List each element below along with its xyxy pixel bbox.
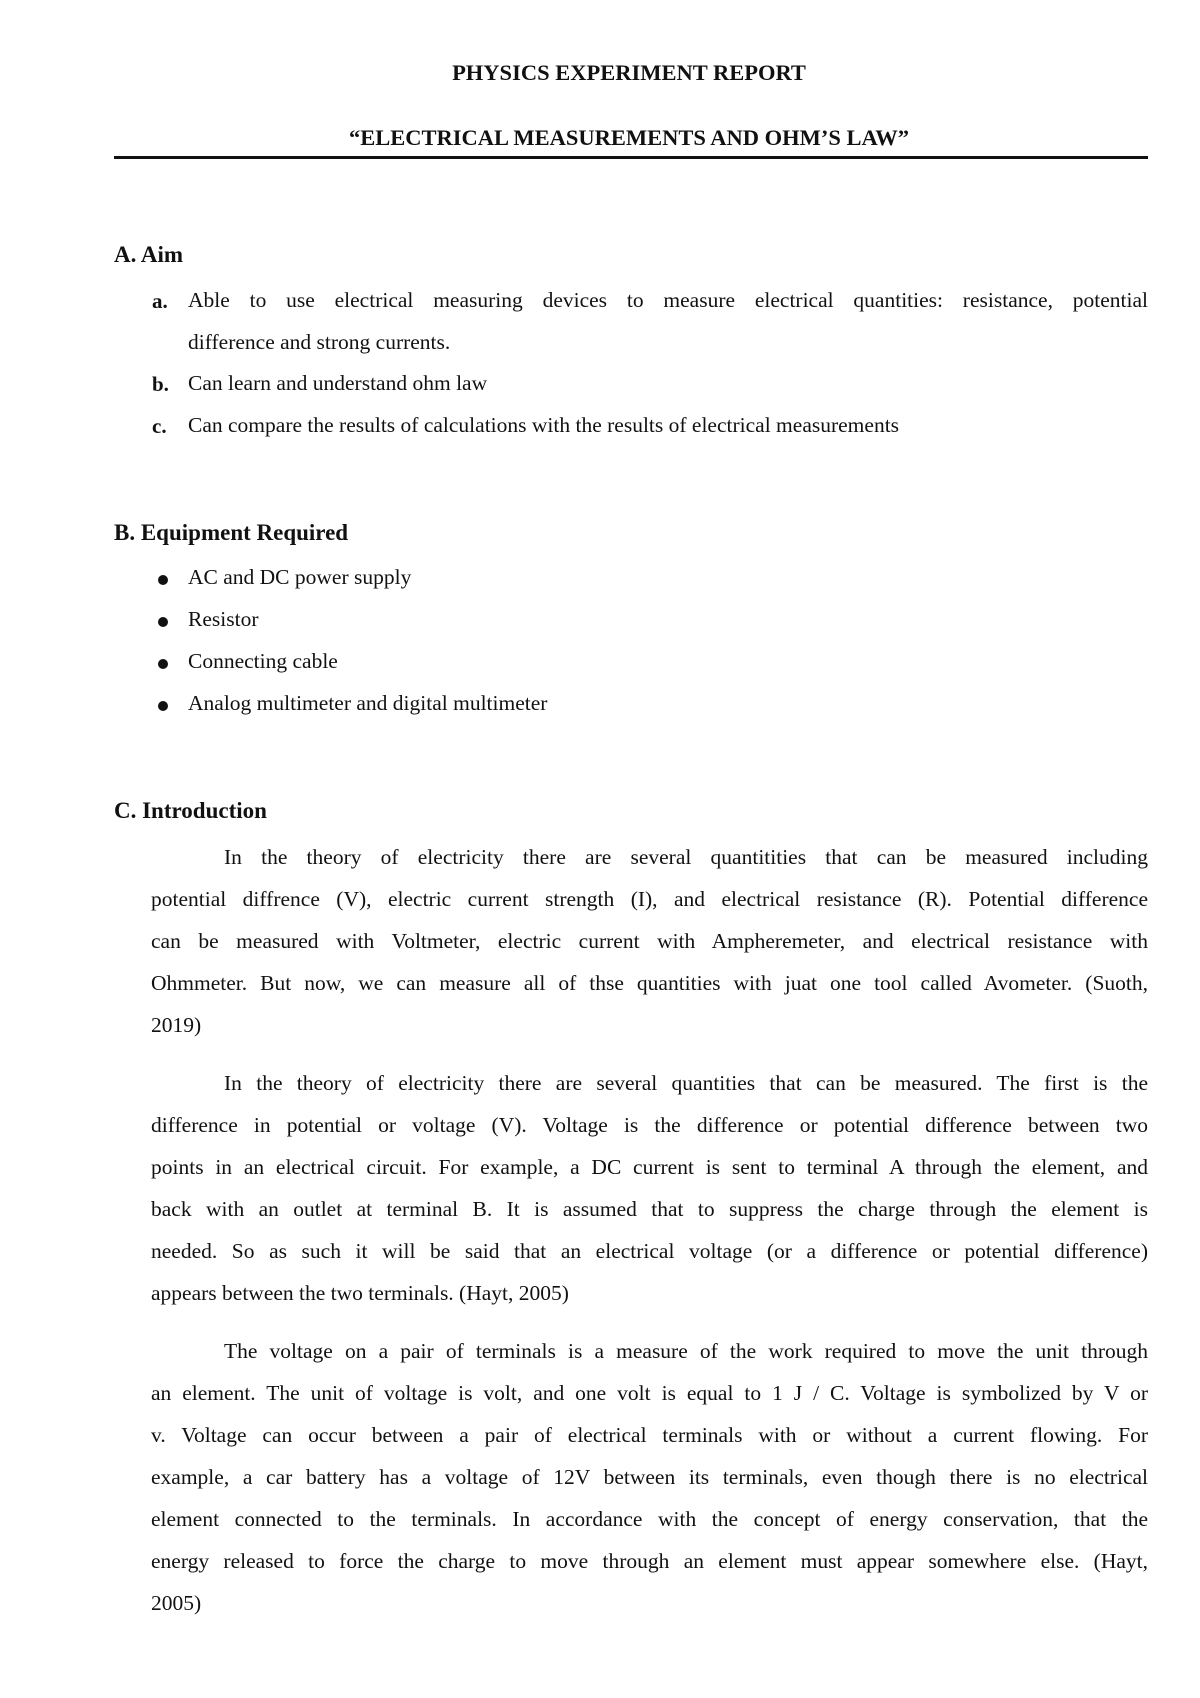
equipment-item: Analog multimeter and digital multimeter <box>188 691 548 715</box>
aim-marker-a: a. <box>152 289 168 313</box>
equipment-item: Resistor <box>188 607 259 631</box>
bullet-icon <box>158 659 168 669</box>
aim-heading: A. Aim <box>114 242 183 267</box>
aim-marker-b: b. <box>152 372 169 396</box>
aim-item-b: Can learn and understand ohm law <box>188 371 488 395</box>
intro-p3-line: The voltage on a pair of terminals is a measure of the work required to move the unit through <box>224 1339 1148 1363</box>
report-title: PHYSICS EXPERIMENT REPORT <box>452 60 806 85</box>
aim-item-a-line-1: Able to use electrical measuring devices to measure electrical quantities: resistance, potential <box>188 288 1148 312</box>
equipment-item: Connecting cable <box>188 649 338 673</box>
intro-p3-line: example, a car battery has a voltage of 12V between its terminals, even though there is no electrical <box>151 1465 1148 1489</box>
bullet-icon <box>158 617 168 627</box>
intro-p3-line: an element. The unit of voltage is volt, and one volt is equal to 1 J / C. Voltage is symbolized by V or <box>151 1381 1148 1405</box>
intro-p2-line: difference in potential or voltage (V). Voltage is the difference or potential difference between two <box>151 1113 1148 1137</box>
intro-p2-line: needed. So as such it will be said that an electrical voltage (or a difference or potential difference) <box>151 1239 1148 1263</box>
intro-p3-line: element connected to the terminals. In accordance with the concept of energy conservation, that the <box>151 1507 1148 1531</box>
intro-p1-line: can be measured with Voltmeter, electric current with Ampheremeter, and electrical resistance with <box>151 929 1148 953</box>
intro-p3-line: v. Voltage can occur between a pair of electrical terminals with or without a current flowing. For <box>151 1423 1148 1447</box>
title-divider <box>114 156 1148 159</box>
equipment-heading: B. Equipment Required <box>114 520 349 545</box>
bullet-icon <box>158 575 168 585</box>
intro-p3-line: energy released to force the charge to move through an element must appear somewhere else. (Hayt, <box>151 1549 1148 1573</box>
intro-p1-line: Ohmmeter. But now, we can measure all of thse quantities with juat one tool called Avometer. (Suoth, <box>151 971 1148 995</box>
intro-p2-line: back with an outlet at terminal B. It is assumed that to suppress the charge through the element is <box>151 1197 1148 1221</box>
intro-p2-line: In the theory of electricity there are several quantities that can be measured. The first is the <box>224 1071 1148 1095</box>
intro-p3-line: 2005) <box>151 1591 202 1615</box>
equipment-item: AC and DC power supply <box>188 565 412 589</box>
intro-p1-line: 2019) <box>151 1013 202 1037</box>
intro-p1-line: potential diffrence (V), electric current strength (I), and electrical resistance (R). Potential difference <box>151 887 1148 911</box>
report-subtitle: “ELECTRICAL MEASUREMENTS AND OHM’S LAW” <box>348 125 910 150</box>
bullet-icon <box>158 701 168 711</box>
intro-p1-line: In the theory of electricity there are several quantitities that can be measured including <box>224 845 1148 869</box>
aim-item-c: Can compare the results of calculations with the results of electrical measurements <box>188 413 900 437</box>
aim-item-a-line-2: difference and strong currents. <box>188 330 451 354</box>
intro-p2-line: points in an electrical circuit. For example, a DC current is sent to terminal A through the element, and <box>151 1155 1148 1179</box>
introduction-heading: C. Introduction <box>114 798 267 823</box>
aim-marker-c: c. <box>152 414 167 438</box>
intro-p2-line: appears between the two terminals. (Hayt, 2005) <box>151 1281 569 1305</box>
